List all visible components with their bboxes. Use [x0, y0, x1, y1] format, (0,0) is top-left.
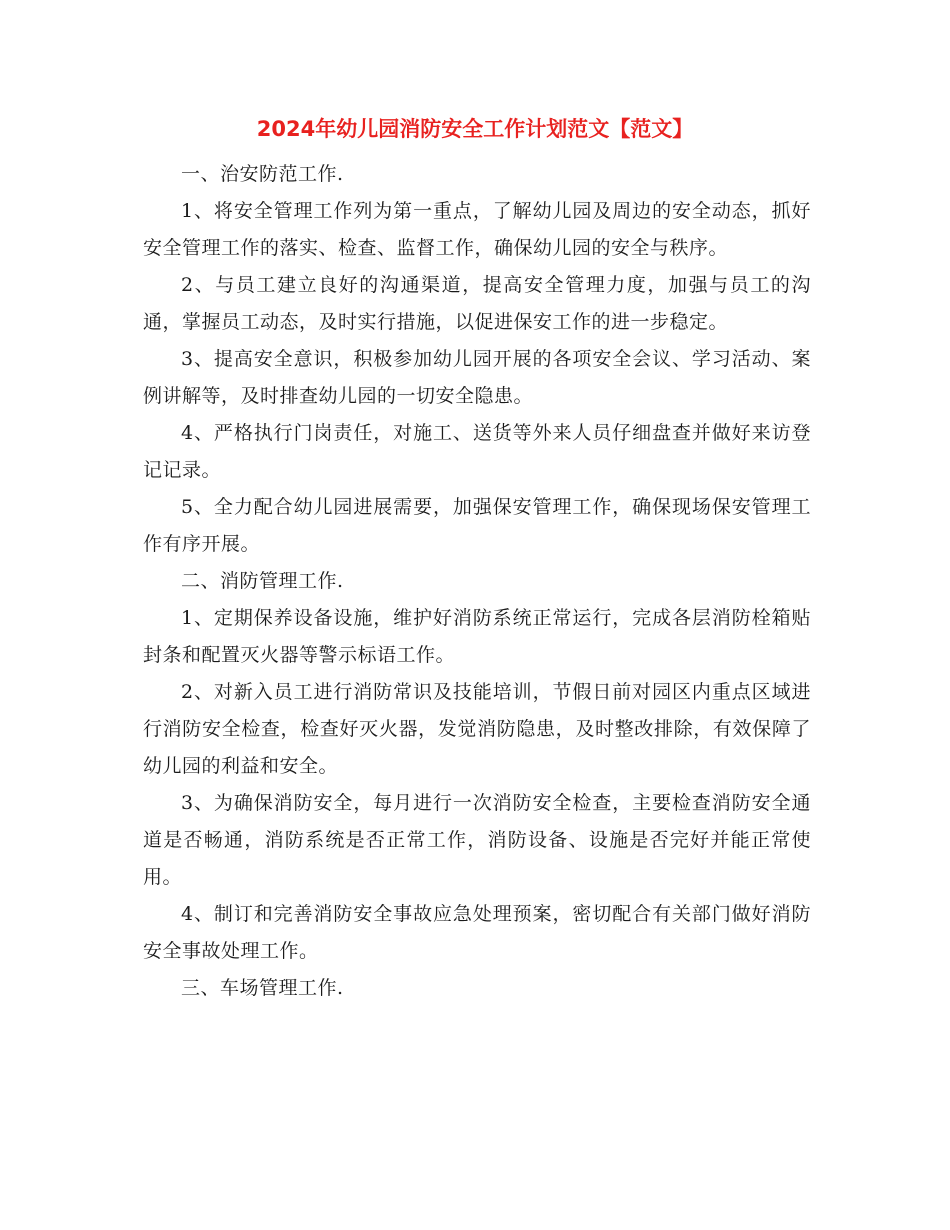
paragraph: 4、严格执行门岗责任，对施工、送货等外来人员仔细盘查并做好来访登记记录。 — [143, 422, 811, 481]
section-heading-public-security: 一、治安防范工作. — [181, 163, 344, 185]
section-heading-parking-management: 三、车场管理工作. — [181, 977, 344, 999]
paragraph: 2、与员工建立良好的沟通渠道，提高安全管理力度，加强与员工的沟通，掌握员工动态，及时实行措施，以促进保安工作的进一步稳定。 — [143, 274, 811, 333]
paragraph: 4、制订和完善消防安全事故应急处理预案，密切配合有关部门做好消防安全事故处理工作。 — [143, 903, 811, 962]
paragraph: 3、提高安全意识，积极参加幼儿园开展的各项安全会议、学习活动、案例讲解等，及时排查幼儿园的一切安全隐患。 — [143, 348, 811, 407]
paragraph: 5、全力配合幼儿园进展需要，加强保安管理工作，确保现场保安管理工作有序开展。 — [143, 496, 811, 555]
document-body — [143, 156, 811, 1007]
document-title: 2024年幼儿园消防安全工作计划范文【范文】 — [256, 117, 694, 141]
section-heading-fire-management: 二、消防管理工作. — [181, 570, 344, 592]
paragraph: 1、将安全管理工作列为第一重点，了解幼儿园及周边的安全动态，抓好安全管理工作的落实、检查、监督工作，确保幼儿园的安全与秩序。 — [143, 200, 811, 259]
paragraph: 2、对新入员工进行消防常识及技能培训，节假日前对园区内重点区域进行消防安全检查，检查好灭火器，发觉消防隐患，及时整改排除，有效保障了幼儿园的利益和安全。 — [143, 681, 811, 777]
paragraph: 3、为确保消防安全，每月进行一次消防安全检查，主要检查消防安全通道是否畅通，消防系统是否正常工作，消防设备、设施是否完好并能正常使用。 — [143, 792, 811, 888]
paragraph: 1、定期保养设备设施，维护好消防系统正常运行，完成各层消防栓箱贴封条和配置灭火器等警示标语工作。 — [143, 607, 811, 666]
